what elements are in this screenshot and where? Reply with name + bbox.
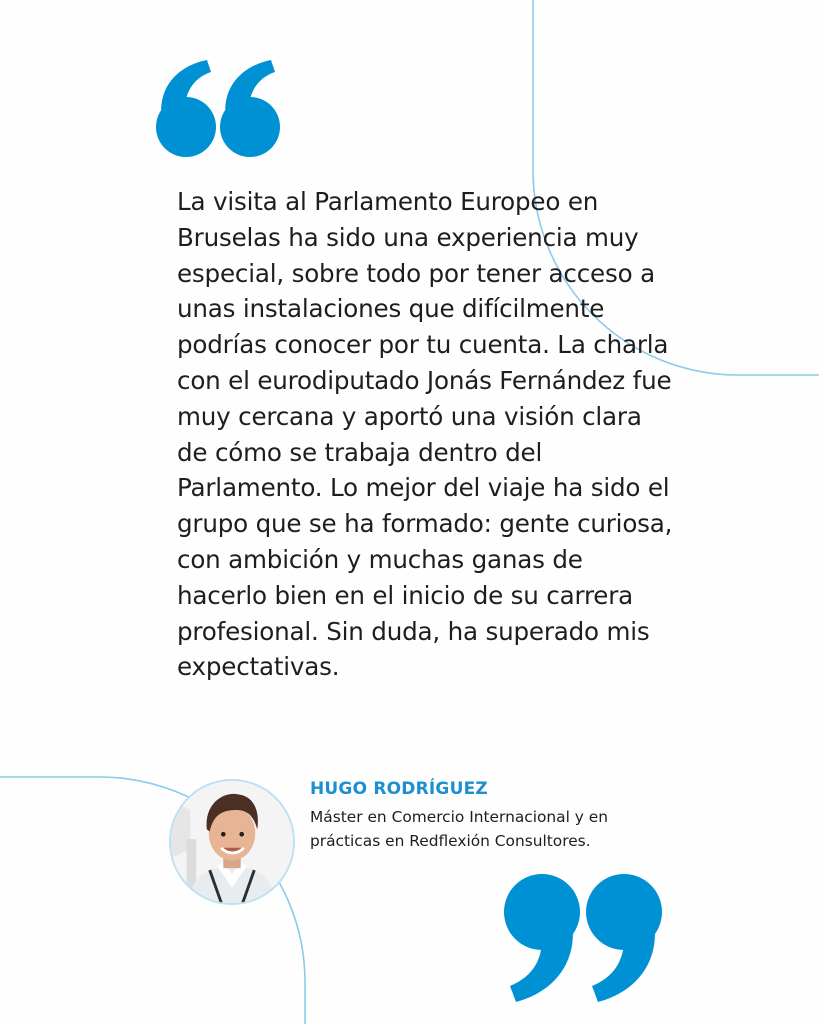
opening-quotation-mark-icon [155,60,281,158]
author-role-line-1: Máster en Comercio Internacional y en [310,808,608,826]
author-avatar [169,779,295,905]
closing-quotation-mark-icon [502,874,664,1002]
author-photo [171,781,293,903]
author-role-line-2: prácticas en Redflexión Consultores. [310,832,591,850]
testimonial-text: La visita al Parlamento Europeo en Bruselas ha sido una experiencia muy especial, sobre todo por tener acceso a unas instalaciones que difícilmente podrías conocer por tu cuenta. La charla con el eurodiputado Jonás Fernández fue muy cercana y aportó una visión clara de cómo se trabaja dentro del Parlamento. Lo mejor del viaje ha sido el grupo que se ha formado: gente curiosa, con ambición y muchas ganas de hacerlo bien en el inicio de su carrera profesional. Sin duda, ha superado mis expectativas. [177,187,673,682]
author-role [310,805,690,853]
author-name: HUGO RODRÍGUEZ [310,779,488,799]
